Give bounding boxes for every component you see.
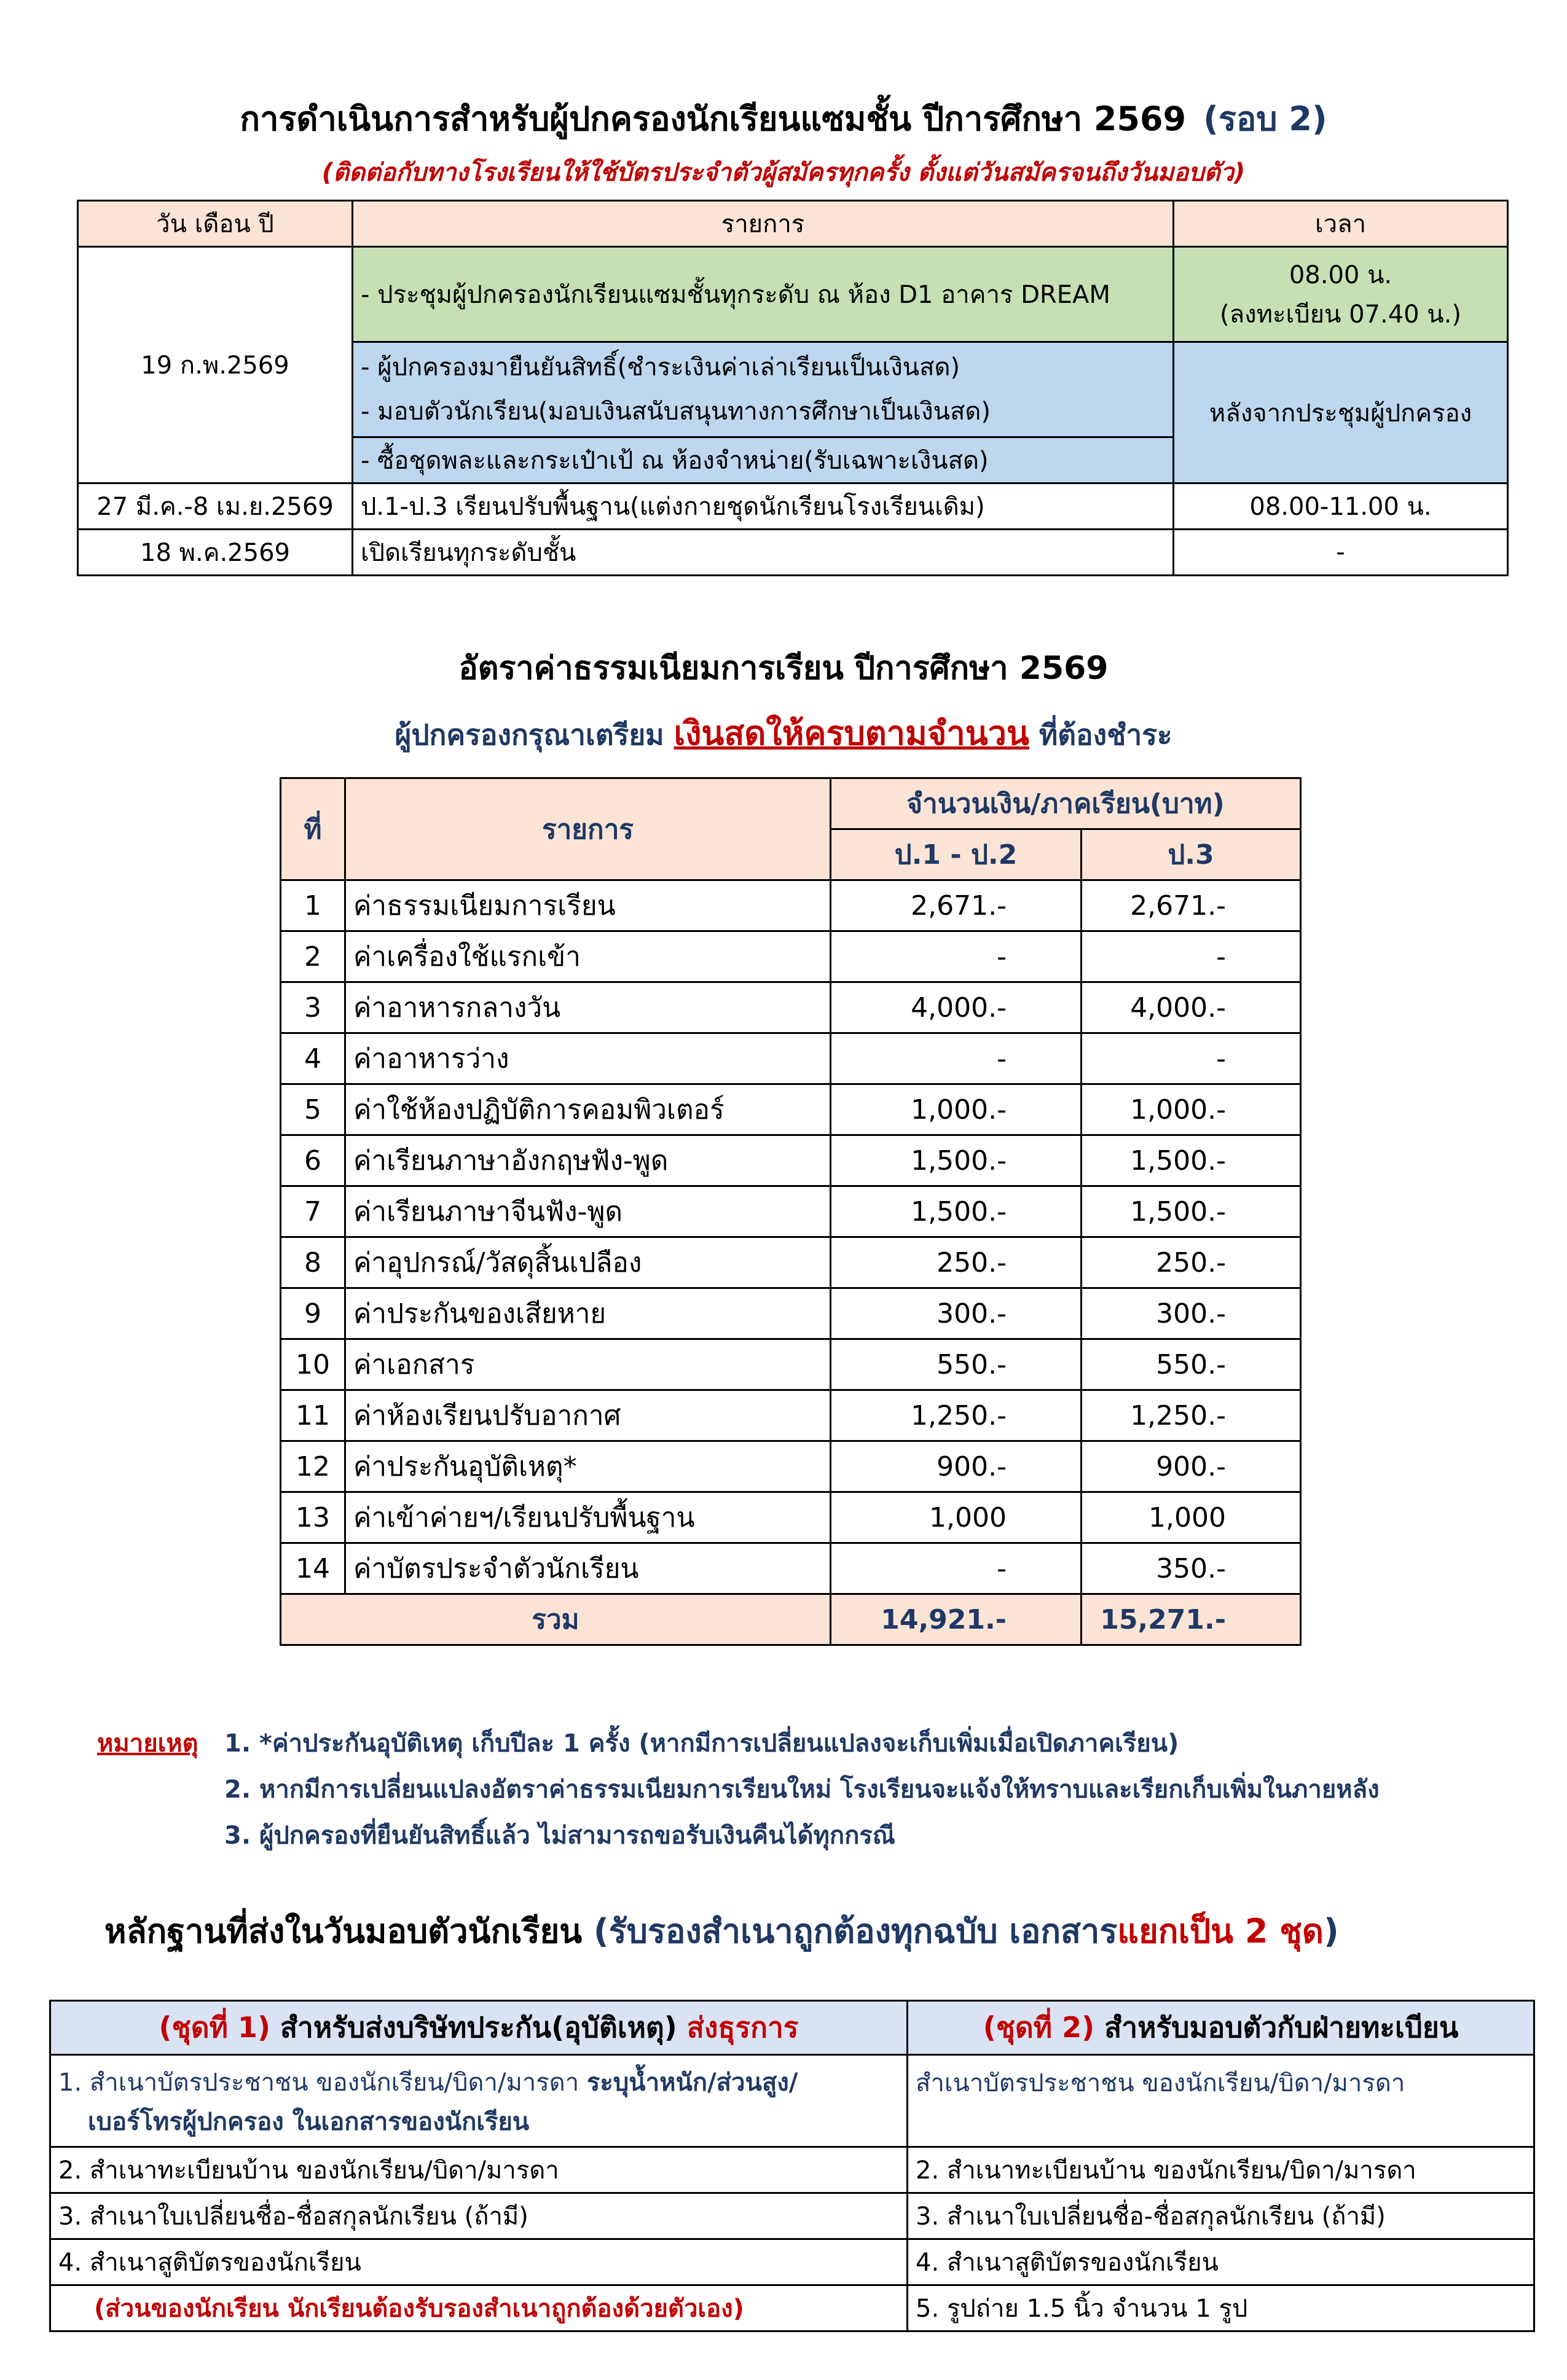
fees-row-item: ค่าใช้ห้องปฏิบัติการคอมพิวเตอร์ [345,1084,831,1135]
fees-header-p12: ป.1 - ป.2 [831,829,1082,880]
fees-row-p3: - [1082,931,1301,982]
schedule-header-date: วัน เดือน ปี [78,201,353,247]
evidence-title-b: (รับรองสำเนาถูกต้องทุกฉบับ เอกสาร [594,1912,1118,1951]
schedule-item-cell: เปิดเรียนทุกระดับชั้น [353,530,1174,576]
fees-row-p12: 1,500.- [831,1135,1082,1186]
fees-header-row [281,778,1301,829]
fees-row-p3: 300.- [1082,1288,1301,1339]
note-1: 1. *ค่าประกันอุบัติเหตุ เก็บปีละ 1 ครั้ง (หากมีการเปลี่ยนแปลงจะเก็บเพิ่มเมื่อเปิดภาคเรียน) [224,1729,1179,1758]
fees-row-p12: 550.- [831,1339,1082,1390]
fees-subtitle [0,707,1567,759]
fees-row [281,1543,1301,1594]
fees-row [281,1339,1301,1390]
fees-row [281,1288,1301,1339]
set1-tag: (ชุดที่ 1) [159,2011,270,2044]
fees-row [281,1084,1301,1135]
evidence-table [49,2000,1535,2332]
fees-row-p12: - [831,931,1082,982]
evidence-row [50,2285,1534,2331]
fees-header-item: รายการ [345,778,831,880]
fees-header-amount: จำนวนเงิน/ภาคเรียน(บาท) [831,778,1301,829]
set2-item-3: 3. สำเนาใบเปลี่ยนชื่อ-ชื่อสกุลนักเรียน (ถ้ามี) [908,2193,1534,2239]
fees-row-p3: 550.- [1082,1339,1301,1390]
fees-row-item: ค่าบัตรประจำตัวนักเรียน [345,1543,831,1594]
fees-row [281,931,1301,982]
evidence-row [50,2147,1534,2193]
fees-row-no: 7 [281,1186,345,1237]
fees-row-no: 5 [281,1084,345,1135]
schedule-item-line: - มอบตัวนักเรียน(มอบเงินสนับสนุนทางการศึกษาเป็นเงินสด) [361,397,991,426]
fees-row-no: 11 [281,1390,345,1441]
schedule-item-cell [353,342,1174,437]
notes-label: หมายเหตุ [97,1729,198,1758]
set1-item-1-a: 1. สำเนาบัตรประชาชน ของนักเรียน/บิดา/มารดา [58,2069,579,2097]
fees-row-no: 10 [281,1339,345,1390]
fees-row [281,1237,1301,1288]
fees-row-p12: 300.- [831,1288,1082,1339]
schedule-subtitle: (ติดต่อกับทางโรงเรียนให้ใช้บัตรประจำตัวผู้สมัครทุกครั้ง ตั้งแต่วันสมัครจนถึงวันมอบตัว) [321,159,1246,187]
schedule-title-round: (รอบ 2) [1203,100,1327,138]
schedule-header-row [78,201,1508,247]
fees-row-p12: 1,000.- [831,1084,1082,1135]
schedule-date-cell: 27 มี.ค.-8 เม.ย.2569 [78,483,353,530]
schedule-time-cell: - [1174,530,1508,576]
schedule-time-line: (ลงทะเบียน 07.40 น.) [1220,300,1461,329]
fees-row [281,1186,1301,1237]
fees-header-no: ที่ [281,778,345,880]
schedule-time-cell: 08.00-11.00 น. [1174,483,1508,530]
schedule-item-cell: - ซื้อชุดพละและกระเป๋าเป้ ณ ห้องจำหน่าย(รับเฉพาะเงินสด) [353,437,1174,483]
set1-text: สำหรับส่งบริษัทประกัน(อุบัติเหตุ) [280,2011,677,2044]
set2-item-4: 4. สำเนาสูติบัตรของนักเรียน [908,2239,1534,2285]
fees-row-item: ค่าเรียนภาษาจีนฟัง-พูด [345,1186,831,1237]
fees-row-p3: 1,250.- [1082,1390,1301,1441]
fees-row-item: ค่าอุปกรณ์/วัสดุสิ้นเปลือง [345,1237,831,1288]
fees-row-p12: 1,250.- [831,1390,1082,1441]
fees-row-p3: 1,500.- [1082,1135,1301,1186]
note-3: 3. ผู้ปกครองที่ยืนยันสิทธิ์แล้ว ไม่สามารถขอรับเงินคืนได้ทุกกรณี [224,1822,895,1850]
fees-row-no: 12 [281,1441,345,1492]
schedule-table [77,200,1509,576]
fees-row-p12: 4,000.- [831,982,1082,1033]
fees-title: อัตราค่าธรรมเนียมการเรียน ปีการศึกษา 2569 [458,650,1109,687]
fees-row-item: ค่าเอกสาร [345,1339,831,1390]
fees-row [281,880,1301,931]
schedule-date-cell: 18 พ.ค.2569 [78,530,353,576]
set1-item-3: 3. สำเนาใบเปลี่ยนชื่อ-ชื่อสกุลนักเรียน (ถ้ามี) [50,2193,908,2239]
schedule-title-main: การดำเนินการสำหรับผู้ปกครองนักเรียนแซมชั้น ปีการศึกษา 2569 [240,100,1187,138]
schedule-time-cell: หลังจากประชุมผู้ปกครอง [1174,342,1508,483]
fees-row-item: ค่าประกันของเสียหาย [345,1288,831,1339]
fees-row-p3: 1,500.- [1082,1186,1301,1237]
fees-total-row [281,1594,1301,1645]
set2-item-1: สำเนาบัตรประชาชน ของนักเรียน/บิดา/มารดา [908,2055,1534,2147]
fees-row-no: 6 [281,1135,345,1186]
fees-row-item: ค่าอาหารว่าง [345,1033,831,1084]
fees-row-p3: - [1082,1033,1301,1084]
set1-dept: ส่งธุรการ [686,2011,799,2044]
set2-item-2: 2. สำเนาทะเบียนบ้าน ของนักเรียน/บิดา/มารดา [908,2147,1534,2193]
set1-item-1-b: ระบุน้ำหนัก/ส่วนสูง/ [586,2069,798,2097]
evidence-row [50,2055,1534,2147]
schedule-time-line: 08.00 น. [1289,261,1392,289]
evidence-title-a: หลักฐานที่ส่งในวันมอบตัวนักเรียน [104,1912,583,1951]
fees-header-p3: ป.3 [1082,829,1301,880]
set2-tag: (ชุดที่ 2) [983,2011,1095,2044]
fees-row-item: ค่าอาหารกลางวัน [345,982,831,1033]
schedule-row [78,483,1508,530]
fees-subtitle-pre: ผู้ปกครองกรุณาเตรียม [395,718,664,751]
evidence-title-c: แยกเป็น 2 ชุด [1117,1912,1324,1951]
schedule-time-cell [1174,247,1508,342]
fees-total-p12: 14,921.- [831,1594,1082,1645]
schedule-item-line: - ผู้ปกครองมายืนยันสิทธิ์(ชำระเงินค่าเล่าเรียนเป็นเงินสด) [361,353,960,382]
fees-row-p3: 1,000 [1082,1492,1301,1543]
fees-total-label: รวม [281,1594,831,1645]
fees-row-item: ค่าเครื่องใช้แรกเข้า [345,931,831,982]
fees-row [281,1033,1301,1084]
fees-row-p3: 900.- [1082,1441,1301,1492]
fees-row-p12: 900.- [831,1441,1082,1492]
fees-row [281,1135,1301,1186]
fees-row-no: 8 [281,1237,345,1288]
schedule-row [78,247,1508,342]
fees-row-p12: - [831,1033,1082,1084]
fees-row-p12: 2,671.- [831,880,1082,931]
fees-row-p3: 350.- [1082,1543,1301,1594]
fees-row-p12: 1,000 [831,1492,1082,1543]
fees-row-no: 9 [281,1288,345,1339]
evidence-row [50,2239,1534,2285]
fees-row-no: 14 [281,1543,345,1594]
evidence-header-row [50,2001,1534,2055]
fees-row [281,982,1301,1033]
schedule-date-cell: 19 ก.พ.2569 [78,247,353,483]
fees-row-p3: 1,000.- [1082,1084,1301,1135]
fees-row-no: 1 [281,880,345,931]
fees-subtitle-highlight: เงินสดให้ครบตามจำนวน [674,714,1029,753]
schedule-header-item: รายการ [353,201,1174,247]
fees-row-p12: - [831,1543,1082,1594]
fees-body [281,880,1301,1594]
fees-total-p3: 15,271.- [1082,1594,1301,1645]
set2-item-5: 5. รูปถ่าย 1.5 นิ้ว จำนวน 1 รูป [908,2285,1534,2331]
fees-row-no: 3 [281,982,345,1033]
fees-row-item: ค่าเข้าค่ายฯ/เรียนปรับพื้นฐาน [345,1492,831,1543]
fees-row [281,1492,1301,1543]
evidence-row [50,2193,1534,2239]
fees-row-p3: 4,000.- [1082,982,1301,1033]
set1-item-1 [50,2055,908,2147]
set1-item-4: 4. สำเนาสูติบัตรของนักเรียน [50,2239,908,2285]
set1-item-5: (ส่วนของนักเรียน นักเรียนต้องรับรองสำเนาถูกต้องด้วยตัวเอง) [50,2285,908,2331]
note-2: 2. หากมีการเปลี่ยนแปลงอัตราค่าธรรมเนียมการเรียนใหม่ โรงเรียนจะแจ้งให้ทราบและเรียกเก็บเพิ่มในภายหลัง [224,1775,1380,1804]
set1-item-1-c: เบอร์โทรผู้ปกครอง ในเอกสารของนักเรียน [88,2108,530,2136]
fees-row-no: 2 [281,931,345,982]
set1-item-2: 2. สำเนาทะเบียนบ้าน ของนักเรียน/บิดา/มารดา [50,2147,908,2193]
fees-row-p12: 1,500.- [831,1186,1082,1237]
schedule-item-cell: ป.1-ป.3 เรียนปรับพื้นฐาน(แต่งกายชุดนักเรียนโรงเรียนเดิม) [353,483,1174,530]
fees-subtitle-post: ที่ต้องชำระ [1039,718,1172,751]
schedule-item-cell: - ประชุมผู้ปกครองนักเรียนแซมชั้นทุกระดับ ณ ห้อง D1 อาคาร DREAM [353,247,1174,342]
fees-row [281,1441,1301,1492]
fees-row-p3: 2,671.- [1082,880,1301,931]
schedule-row [78,530,1508,576]
schedule-header-time: เวลา [1174,201,1508,247]
evidence-header-set1 [50,2001,908,2055]
evidence-title-d: ) [1323,1912,1339,1951]
fees-table [280,777,1302,1646]
evidence-header-set2 [908,2001,1534,2055]
fees-row-item: ค่าประกันอุบัติเหตุ* [345,1441,831,1492]
fees-row-item: ค่าธรรมเนียมการเรียน [345,880,831,931]
fees-row [281,1390,1301,1441]
fees-row-no: 13 [281,1492,345,1543]
fees-row-p12: 250.- [831,1237,1082,1288]
fees-row-item: ค่าเรียนภาษาอังกฤษฟัง-พูด [345,1135,831,1186]
fees-row-item: ค่าห้องเรียนปรับอากาศ [345,1390,831,1441]
evidence-title [104,1904,1339,1957]
fees-row-p3: 250.- [1082,1237,1301,1288]
fees-row-no: 4 [281,1033,345,1084]
schedule-title [0,92,1567,145]
set2-text: สำหรับมอบตัวกับฝ่ายทะเบียน [1104,2011,1459,2044]
